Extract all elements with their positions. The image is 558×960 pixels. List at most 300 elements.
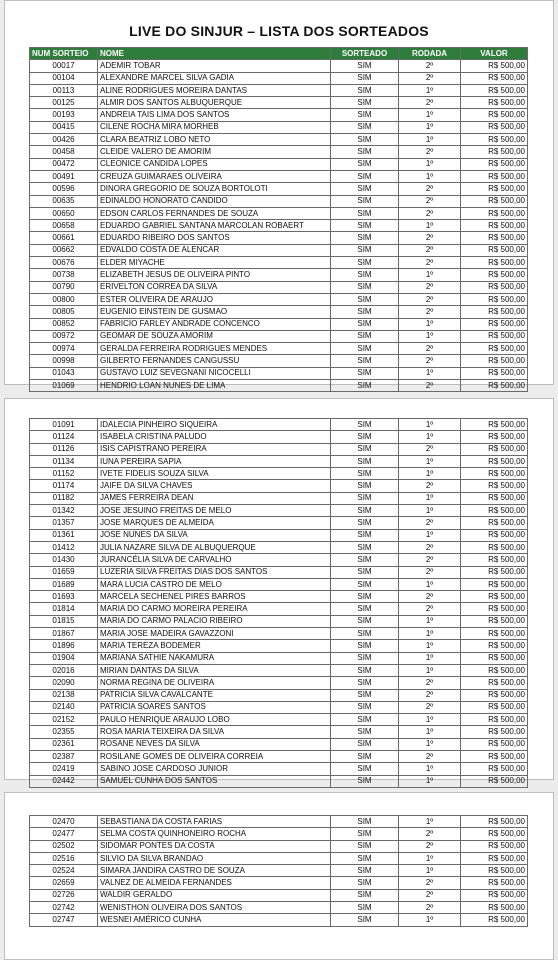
cell-nome: MARIANA SATHIE NAKAMURA <box>98 652 331 664</box>
cell-nome: ELDER MIYACHE <box>98 257 331 269</box>
cell-valor: R$ 500,00 <box>461 738 528 750</box>
cell-nome: EDUARDO GABRIEL SANTANA MARCOLAN ROBAERT <box>98 220 331 232</box>
cell-sorteado: SIM <box>331 877 399 889</box>
cell-valor: R$ 500,00 <box>461 505 528 517</box>
table-row <box>30 652 528 664</box>
table-row <box>30 380 528 392</box>
cell-rodada: 1º <box>399 269 461 281</box>
table-row <box>30 121 528 133</box>
cell-rodada: 1º <box>399 330 461 342</box>
cell-sorteado: SIM <box>331 628 399 640</box>
cell-nome: ALMIR DOS SANTOS ALBUQUERQUE <box>98 97 331 109</box>
table-row <box>30 146 528 158</box>
cell-nome: ROSA MARIA TEIXEIRA DA SILVA <box>98 726 331 738</box>
cell-nome: VALNEZ DE ALMEIDA FERNANDES <box>98 877 331 889</box>
cell-sorteado: SIM <box>331 343 399 355</box>
cell-num-sorteio: 01361 <box>30 529 98 541</box>
cell-rodada: 2º <box>399 72 461 84</box>
cell-rodada: 1º <box>399 220 461 232</box>
cell-sorteado: SIM <box>331 195 399 207</box>
cell-nome: GILBERTO FERNANDES CANGUSSU <box>98 355 331 367</box>
cell-nome: CLEIDE VALERO DE AMORIM <box>98 146 331 158</box>
cell-valor: R$ 500,00 <box>461 431 528 443</box>
header-nome: NOME <box>98 48 331 60</box>
cell-rodada: 2º <box>399 293 461 305</box>
cell-rodada: 1º <box>399 84 461 96</box>
cell-rodada: 1º <box>399 492 461 504</box>
cell-num-sorteio: 00805 <box>30 306 98 318</box>
cell-sorteado: SIM <box>331 281 399 293</box>
table-row <box>30 443 528 455</box>
header-rodada: RODADA <box>399 48 461 60</box>
cell-nome: JURANCÉLIA SILVA DE CARVALHO <box>98 554 331 566</box>
cell-rodada: 2º <box>399 281 461 293</box>
cell-valor: R$ 500,00 <box>461 529 528 541</box>
cell-valor: R$ 500,00 <box>461 318 528 330</box>
cell-num-sorteio: 02138 <box>30 689 98 701</box>
cell-valor: R$ 500,00 <box>461 877 528 889</box>
cell-rodada: 2º <box>399 554 461 566</box>
cell-num-sorteio: 00658 <box>30 220 98 232</box>
cell-rodada: 1º <box>399 468 461 480</box>
table-row <box>30 220 528 232</box>
cell-nome: JOSE JESUINO FREITAS DE MELO <box>98 505 331 517</box>
cell-sorteado: SIM <box>331 591 399 603</box>
table-row <box>30 840 528 852</box>
cell-num-sorteio: 00491 <box>30 170 98 182</box>
cell-num-sorteio: 00662 <box>30 244 98 256</box>
cell-valor: R$ 500,00 <box>461 816 528 828</box>
table-row <box>30 492 528 504</box>
cell-num-sorteio: 00790 <box>30 281 98 293</box>
cell-valor: R$ 500,00 <box>461 628 528 640</box>
cell-valor: R$ 500,00 <box>461 269 528 281</box>
cell-valor: R$ 500,00 <box>461 480 528 492</box>
cell-nome: JAMES FERREIRA DEAN <box>98 492 331 504</box>
cell-sorteado: SIM <box>331 170 399 182</box>
cell-sorteado: SIM <box>331 207 399 219</box>
table-row <box>30 330 528 342</box>
cell-rodada: 1º <box>399 615 461 627</box>
cell-valor: R$ 500,00 <box>461 828 528 840</box>
cell-sorteado: SIM <box>331 257 399 269</box>
cell-sorteado: SIM <box>331 84 399 96</box>
cell-rodada: 1º <box>399 529 461 541</box>
cell-rodada: 1º <box>399 158 461 170</box>
cell-nome: ROSANE NEVES DA SILVA <box>98 738 331 750</box>
table-row <box>30 578 528 590</box>
cell-nome: EDVALDO COSTA DE ALENCAR <box>98 244 331 256</box>
table-row <box>30 726 528 738</box>
cell-sorteado: SIM <box>331 380 399 392</box>
page-2 <box>4 398 554 786</box>
cell-sorteado: SIM <box>331 914 399 926</box>
cell-rodada: 1º <box>399 419 461 431</box>
cell-nome: EDUARDO RIBEIRO DOS SANTOS <box>98 232 331 244</box>
cell-valor: R$ 500,00 <box>461 170 528 182</box>
cell-num-sorteio: 01124 <box>30 431 98 443</box>
table-row <box>30 877 528 889</box>
cell-sorteado: SIM <box>331 677 399 689</box>
cell-valor: R$ 500,00 <box>461 640 528 652</box>
cell-num-sorteio: 00113 <box>30 84 98 96</box>
cell-rodada: 1º <box>399 775 461 787</box>
cell-valor: R$ 500,00 <box>461 293 528 305</box>
cell-sorteado: SIM <box>331 318 399 330</box>
cell-valor: R$ 500,00 <box>461 701 528 713</box>
table-row <box>30 367 528 379</box>
cell-sorteado: SIM <box>331 492 399 504</box>
header-row <box>30 48 528 60</box>
cell-sorteado: SIM <box>331 306 399 318</box>
cell-sorteado: SIM <box>331 902 399 914</box>
cell-nome: JULIA NAZARE SILVA DE ALBUQUERQUE <box>98 541 331 553</box>
cell-nome: WESNEI AMÉRICO CUNHA <box>98 914 331 926</box>
cell-rodada: 2º <box>399 566 461 578</box>
cell-rodada: 1º <box>399 852 461 864</box>
cell-rodada: 1º <box>399 121 461 133</box>
cell-num-sorteio: 02016 <box>30 664 98 676</box>
cell-num-sorteio: 01815 <box>30 615 98 627</box>
cell-rodada: 1º <box>399 664 461 676</box>
cell-rodada: 1º <box>399 134 461 146</box>
cell-nome: SAMUEL CUNHA DOS SANTOS <box>98 775 331 787</box>
cell-rodada: 2º <box>399 517 461 529</box>
cell-valor: R$ 500,00 <box>461 367 528 379</box>
cell-sorteado: SIM <box>331 419 399 431</box>
cell-num-sorteio: 01689 <box>30 578 98 590</box>
cell-sorteado: SIM <box>331 763 399 775</box>
cell-sorteado: SIM <box>331 134 399 146</box>
table-row <box>30 158 528 170</box>
cell-valor: R$ 500,00 <box>461 232 528 244</box>
cell-nome: CILENE ROCHA MIRA MORHEB <box>98 121 331 133</box>
table-row <box>30 72 528 84</box>
cell-num-sorteio: 01904 <box>30 652 98 664</box>
cell-num-sorteio: 02516 <box>30 852 98 864</box>
table-row <box>30 541 528 553</box>
cell-sorteado: SIM <box>331 480 399 492</box>
table-row <box>30 751 528 763</box>
cell-sorteado: SIM <box>331 443 399 455</box>
cell-rodada: 2º <box>399 183 461 195</box>
cell-num-sorteio: 02442 <box>30 775 98 787</box>
cell-rodada: 1º <box>399 865 461 877</box>
cell-valor: R$ 500,00 <box>461 865 528 877</box>
cell-valor: R$ 500,00 <box>461 84 528 96</box>
cell-num-sorteio: 02140 <box>30 701 98 713</box>
cell-sorteado: SIM <box>331 640 399 652</box>
cell-sorteado: SIM <box>331 146 399 158</box>
cell-sorteado: SIM <box>331 816 399 828</box>
cell-nome: CLEONICE CANDIDA LOPES <box>98 158 331 170</box>
table-row <box>30 828 528 840</box>
cell-nome: ELIZABETH JESUS DE OLIVEIRA PINTO <box>98 269 331 281</box>
cell-nome: SEBASTIANA DA COSTA FARIAS <box>98 816 331 828</box>
cell-valor: R$ 500,00 <box>461 419 528 431</box>
cell-num-sorteio: 01069 <box>30 380 98 392</box>
cell-nome: CREUZA GUIMARAES OLIVEIRA <box>98 170 331 182</box>
cell-nome: JOSE NUNES DA SILVA <box>98 529 331 541</box>
cell-rodada: 2º <box>399 591 461 603</box>
cell-valor: R$ 500,00 <box>461 689 528 701</box>
cell-rodada: 1º <box>399 367 461 379</box>
cell-rodada: 1º <box>399 714 461 726</box>
cell-num-sorteio: 02747 <box>30 914 98 926</box>
cell-valor: R$ 500,00 <box>461 330 528 342</box>
table-row <box>30 293 528 305</box>
cell-valor: R$ 500,00 <box>461 183 528 195</box>
cell-num-sorteio: 00852 <box>30 318 98 330</box>
cell-sorteado: SIM <box>331 738 399 750</box>
winners-table-3 <box>29 815 528 927</box>
cell-valor: R$ 500,00 <box>461 244 528 256</box>
table-row <box>30 628 528 640</box>
cell-rodada: 2º <box>399 751 461 763</box>
cell-rodada: 1º <box>399 109 461 121</box>
cell-num-sorteio: 00800 <box>30 293 98 305</box>
cell-num-sorteio: 01043 <box>30 367 98 379</box>
cell-rodada: 1º <box>399 652 461 664</box>
cell-rodada: 2º <box>399 380 461 392</box>
cell-rodada: 1º <box>399 578 461 590</box>
cell-nome: GERALDA FERREIRA RODRIGUES MENDES <box>98 343 331 355</box>
table-row <box>30 355 528 367</box>
table-row <box>30 480 528 492</box>
cell-sorteado: SIM <box>331 505 399 517</box>
cell-num-sorteio: 02387 <box>30 751 98 763</box>
cell-valor: R$ 500,00 <box>461 554 528 566</box>
cell-nome: IVETE FIDELIS SOUZA SILVA <box>98 468 331 480</box>
table-row <box>30 701 528 713</box>
cell-nome: MARIA JOSE MADEIRA GAVAZZONI <box>98 628 331 640</box>
cell-num-sorteio: 01152 <box>30 468 98 480</box>
cell-nome: GUSTAVO LUIZ SEVEGNANI NICOCELLI <box>98 367 331 379</box>
cell-rodada: 2º <box>399 828 461 840</box>
cell-nome: MIRIAN DANTAS DA SILVA <box>98 664 331 676</box>
cell-valor: R$ 500,00 <box>461 889 528 901</box>
cell-num-sorteio: 00426 <box>30 134 98 146</box>
table-row <box>30 852 528 864</box>
cell-rodada: 2º <box>399 244 461 256</box>
cell-rodada: 2º <box>399 343 461 355</box>
cell-rodada: 2º <box>399 603 461 615</box>
cell-valor: R$ 500,00 <box>461 726 528 738</box>
cell-nome: MARA LUCIA CASTRO DE MELO <box>98 578 331 590</box>
cell-num-sorteio: 02742 <box>30 902 98 914</box>
cell-sorteado: SIM <box>331 566 399 578</box>
cell-nome: EDSON CARLOS FERNANDES DE SOUZA <box>98 207 331 219</box>
cell-rodada: 2º <box>399 701 461 713</box>
cell-valor: R$ 500,00 <box>461 603 528 615</box>
cell-valor: R$ 500,00 <box>461 72 528 84</box>
cell-num-sorteio: 00017 <box>30 60 98 72</box>
table-row <box>30 529 528 541</box>
cell-valor: R$ 500,00 <box>461 840 528 852</box>
table-row <box>30 902 528 914</box>
cell-num-sorteio: 01126 <box>30 443 98 455</box>
table-row <box>30 60 528 72</box>
cell-num-sorteio: 02470 <box>30 816 98 828</box>
page-3 <box>4 792 554 960</box>
cell-num-sorteio: 01814 <box>30 603 98 615</box>
cell-sorteado: SIM <box>331 714 399 726</box>
cell-nome: PATRICIA SILVA CAVALCANTE <box>98 689 331 701</box>
cell-valor: R$ 500,00 <box>461 443 528 455</box>
cell-sorteado: SIM <box>331 269 399 281</box>
cell-nome: LUZERIA SILVA FREITAS DIAS DOS SANTOS <box>98 566 331 578</box>
cell-nome: WENISTHON OLIVEIRA DOS SANTOS <box>98 902 331 914</box>
cell-sorteado: SIM <box>331 244 399 256</box>
cell-num-sorteio: 00193 <box>30 109 98 121</box>
cell-num-sorteio: 01357 <box>30 517 98 529</box>
table-row <box>30 689 528 701</box>
cell-rodada: 2º <box>399 232 461 244</box>
cell-nome: ROSILANE GOMES DE OLIVEIRA CORREIA <box>98 751 331 763</box>
header-valor: VALOR <box>461 48 528 60</box>
table-row <box>30 591 528 603</box>
cell-valor: R$ 500,00 <box>461 60 528 72</box>
cell-num-sorteio: 00650 <box>30 207 98 219</box>
cell-valor: R$ 500,00 <box>461 146 528 158</box>
cell-sorteado: SIM <box>331 517 399 529</box>
cell-nome: MARIA TEREZA BODEMER <box>98 640 331 652</box>
cell-sorteado: SIM <box>331 775 399 787</box>
cell-sorteado: SIM <box>331 293 399 305</box>
cell-rodada: 2º <box>399 677 461 689</box>
cell-num-sorteio: 00635 <box>30 195 98 207</box>
cell-valor: R$ 500,00 <box>461 492 528 504</box>
table-row <box>30 615 528 627</box>
cell-rodada: 2º <box>399 689 461 701</box>
cell-num-sorteio: 02477 <box>30 828 98 840</box>
cell-nome: SABINO JOSE CARDOSO JUNIOR <box>98 763 331 775</box>
table-row <box>30 183 528 195</box>
cell-sorteado: SIM <box>331 158 399 170</box>
table-row <box>30 714 528 726</box>
cell-rodada: 2º <box>399 146 461 158</box>
cell-valor: R$ 500,00 <box>461 566 528 578</box>
winners-table-1 <box>29 47 528 392</box>
cell-num-sorteio: 01182 <box>30 492 98 504</box>
cell-nome: HENDRIO LOAN NUNES DE LIMA <box>98 380 331 392</box>
table-row <box>30 455 528 467</box>
cell-num-sorteio: 02659 <box>30 877 98 889</box>
cell-rodada: 1º <box>399 170 461 182</box>
cell-rodada: 1º <box>399 816 461 828</box>
cell-num-sorteio: 01174 <box>30 480 98 492</box>
cell-nome: SIMARA JANDIRA CASTRO DE SOUZA <box>98 865 331 877</box>
cell-sorteado: SIM <box>331 72 399 84</box>
cell-valor: R$ 500,00 <box>461 763 528 775</box>
cell-rodada: 1º <box>399 640 461 652</box>
cell-sorteado: SIM <box>331 889 399 901</box>
cell-nome: MARIA DO CARMO PALACIO RIBEIRO <box>98 615 331 627</box>
cell-valor: R$ 500,00 <box>461 615 528 627</box>
cell-valor: R$ 500,00 <box>461 517 528 529</box>
cell-rodada: 2º <box>399 306 461 318</box>
cell-valor: R$ 500,00 <box>461 852 528 864</box>
cell-num-sorteio: 00738 <box>30 269 98 281</box>
cell-num-sorteio: 01342 <box>30 505 98 517</box>
cell-num-sorteio: 01867 <box>30 628 98 640</box>
table-row <box>30 306 528 318</box>
cell-valor: R$ 500,00 <box>461 455 528 467</box>
cell-valor: R$ 500,00 <box>461 714 528 726</box>
cell-num-sorteio: 00972 <box>30 330 98 342</box>
cell-num-sorteio: 00596 <box>30 183 98 195</box>
cell-rodada: 2º <box>399 840 461 852</box>
cell-sorteado: SIM <box>331 97 399 109</box>
cell-sorteado: SIM <box>331 431 399 443</box>
cell-valor: R$ 500,00 <box>461 775 528 787</box>
cell-rodada: 1º <box>399 726 461 738</box>
cell-sorteado: SIM <box>331 60 399 72</box>
cell-rodada: 2º <box>399 902 461 914</box>
document-title: LIVE DO SINJUR – LISTA DOS SORTEADOS <box>129 23 429 39</box>
table-row <box>30 517 528 529</box>
cell-nome: IUNA PEREIRA SAPIA <box>98 455 331 467</box>
table-row <box>30 244 528 256</box>
cell-valor: R$ 500,00 <box>461 207 528 219</box>
table-row <box>30 207 528 219</box>
cell-valor: R$ 500,00 <box>461 97 528 109</box>
cell-valor: R$ 500,00 <box>461 652 528 664</box>
cell-rodada: 2º <box>399 443 461 455</box>
table-row <box>30 269 528 281</box>
cell-valor: R$ 500,00 <box>461 257 528 269</box>
cell-nome: ERIVELTON CORREA DA SILVA <box>98 281 331 293</box>
cell-rodada: 2º <box>399 60 461 72</box>
cell-nome: PAULO HENRIQUE ARAUJO LOBO <box>98 714 331 726</box>
table-row <box>30 134 528 146</box>
table-row <box>30 865 528 877</box>
cell-sorteado: SIM <box>331 232 399 244</box>
cell-nome: FABRICIO FARLEY ANDRADE CONCENCO <box>98 318 331 330</box>
cell-num-sorteio: 01091 <box>30 419 98 431</box>
cell-num-sorteio: 02502 <box>30 840 98 852</box>
cell-rodada: 2º <box>399 355 461 367</box>
cell-valor: R$ 500,00 <box>461 380 528 392</box>
cell-valor: R$ 500,00 <box>461 591 528 603</box>
cell-rodada: 1º <box>399 318 461 330</box>
cell-sorteado: SIM <box>331 541 399 553</box>
cell-sorteado: SIM <box>331 121 399 133</box>
table-row <box>30 97 528 109</box>
cell-rodada: 1º <box>399 455 461 467</box>
cell-valor: R$ 500,00 <box>461 220 528 232</box>
cell-sorteado: SIM <box>331 689 399 701</box>
cell-rodada: 2º <box>399 889 461 901</box>
cell-num-sorteio: 01896 <box>30 640 98 652</box>
cell-num-sorteio: 02152 <box>30 714 98 726</box>
cell-sorteado: SIM <box>331 615 399 627</box>
cell-nome: GEOMAR DE SOUZA AMORIM <box>98 330 331 342</box>
cell-num-sorteio: 01430 <box>30 554 98 566</box>
cell-valor: R$ 500,00 <box>461 468 528 480</box>
cell-nome: PATRICIA SOARES SANTOS <box>98 701 331 713</box>
cell-nome: CLARA BEATRIZ LOBO NETO <box>98 134 331 146</box>
cell-valor: R$ 500,00 <box>461 158 528 170</box>
cell-sorteado: SIM <box>331 355 399 367</box>
cell-num-sorteio: 01659 <box>30 566 98 578</box>
table-row <box>30 640 528 652</box>
table-row <box>30 318 528 330</box>
cell-num-sorteio: 02419 <box>30 763 98 775</box>
cell-sorteado: SIM <box>331 578 399 590</box>
table-row <box>30 468 528 480</box>
cell-sorteado: SIM <box>331 828 399 840</box>
